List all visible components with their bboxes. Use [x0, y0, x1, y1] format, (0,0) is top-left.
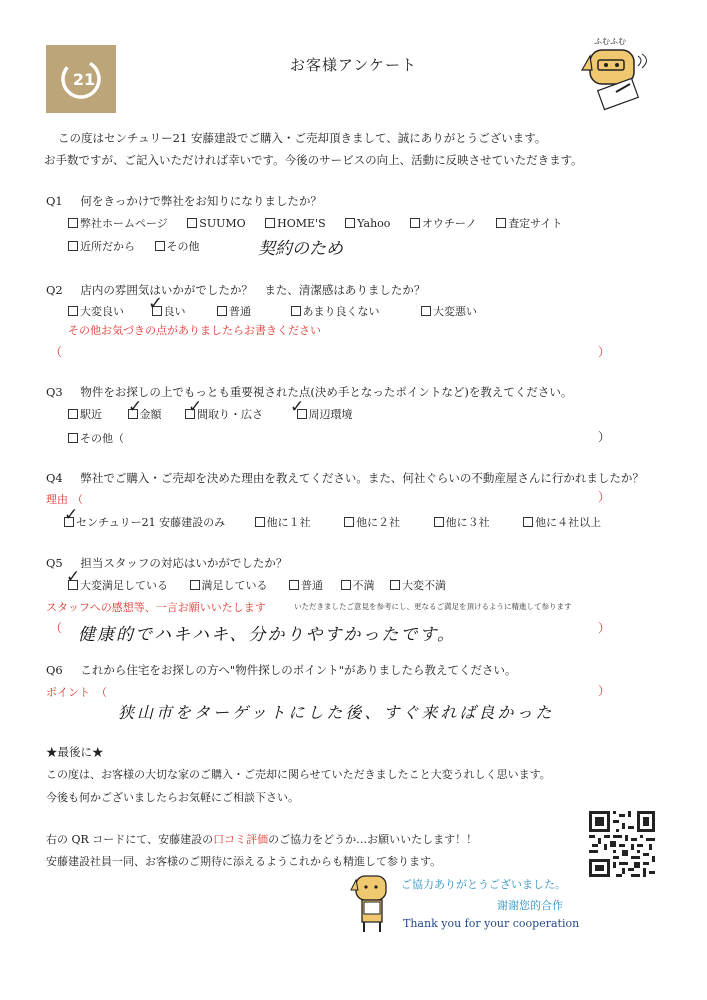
q1-option[interactable]: [68, 215, 168, 231]
checkbox[interactable]: [68, 433, 78, 443]
q5-option[interactable]: [390, 577, 446, 593]
thanks-japanese: ご協力ありがとうございました。: [401, 878, 566, 891]
q3-option[interactable]: [68, 406, 102, 422]
q3-other: [68, 430, 124, 446]
q5-option[interactable]: [341, 577, 375, 593]
checkbox[interactable]: [68, 241, 78, 251]
q1-options-row-2: [68, 238, 216, 254]
intro-line-1: この度はセンチュリー21 安藤建設でご購入・ご売却頂きまして、誠にありがとうございます。: [58, 131, 547, 145]
q2-option[interactable]: [421, 303, 477, 319]
q5-prompt: スタッフへの感想等、一言お願いいたします: [46, 601, 266, 614]
option-label: 良い: [163, 305, 186, 318]
review-link[interactable]: 口コミ評価: [213, 833, 269, 846]
q5-option[interactable]: [289, 577, 323, 593]
mascot-caption: ふむふむ: [594, 37, 626, 46]
intro-line-2: お手数ですが、ご記入いただければ幸いです。今後のサービスの向上、活動に反映させていただきます。: [44, 153, 583, 167]
q1-option[interactable]: [496, 215, 562, 231]
q4-paren-open: （: [72, 493, 83, 506]
q5-paren-open: （: [50, 621, 63, 635]
q4-reason-field[interactable]: [90, 490, 590, 506]
q4-label: Q4: [46, 471, 63, 485]
q1-text: 何をきっかけで弊社をお知りになりましたか？: [80, 194, 322, 208]
q2-paren-close: ）: [598, 345, 611, 359]
q2-option[interactable]: [291, 303, 380, 319]
q5-options: [68, 577, 462, 593]
option-label: 満足している: [201, 579, 268, 592]
checkbox[interactable]: [390, 580, 400, 590]
q2-label: Q2: [46, 283, 63, 297]
checkbox[interactable]: [265, 218, 275, 228]
option-label: 弊社ホームページ: [80, 217, 168, 230]
page-title: お客様アンケート: [289, 56, 418, 74]
checkbox[interactable]: [496, 218, 506, 228]
closing-line-3-post: のご協力をどうか…お願いいたします！！: [268, 833, 478, 846]
checkbox[interactable]: [187, 218, 197, 228]
q1-option[interactable]: [155, 238, 200, 254]
q6-handwritten-answer: 狭山市をターゲットにした後、すぐ来れば良かった: [118, 703, 555, 722]
checkbox[interactable]: [190, 580, 200, 590]
q1-label: Q1: [46, 194, 63, 208]
q6-paren-close: ）: [598, 684, 611, 698]
option-label: あまり良くない: [302, 305, 380, 318]
checkbox[interactable]: [421, 306, 431, 316]
thanks-chinese: 谢谢您的合作: [497, 899, 563, 912]
option-label: 金額: [139, 408, 162, 421]
option-label: 普通: [301, 579, 323, 592]
q5-option[interactable]: [190, 577, 268, 593]
option-label: Yahoo: [357, 217, 391, 230]
option-label: HOME'S: [277, 217, 326, 230]
option-label: 普通: [229, 305, 251, 318]
logo-text: 21: [72, 70, 96, 89]
checkmark-icon: ✓: [290, 397, 305, 417]
checkmark-icon: ✓: [148, 293, 164, 314]
option-label: その他: [166, 240, 200, 253]
q4-text: 弊社でご購入・ご売却を決めた理由を教えてください。また、何社ぐらいの不動産屋さんに行かれましたか？: [80, 471, 644, 485]
q5-paren-close: ）: [598, 621, 611, 635]
checkbox[interactable]: [155, 241, 165, 251]
q4-option[interactable]: [255, 514, 311, 530]
q6-text: これから住宅をお探しの方へ"物件探しのポイント"がありましたら教えてください。: [80, 663, 517, 677]
qr-code[interactable]: [586, 808, 658, 880]
q3-text: 物件をお探しの上でもっとも重要視された点(決め手となったポイントなど)を教えてください。: [80, 385, 573, 399]
q4-question: [46, 470, 644, 486]
checkbox[interactable]: [68, 218, 78, 228]
closing-line-4: 安藤建設社員一同、お客様のご期待に添えるようこれからも精進して参ります。: [46, 855, 442, 868]
q2-option[interactable]: [68, 303, 124, 319]
option-label: SUUMO: [199, 217, 246, 230]
option-label: 近所だから: [80, 240, 135, 253]
checkbox[interactable]: [345, 218, 355, 228]
option-label: 他に４社以上: [535, 516, 602, 529]
closing-line-3: [46, 831, 477, 847]
checkbox[interactable]: [291, 306, 301, 316]
closing-line-2: 今後も何かございましたらお気軽にご相談下さい。: [46, 791, 299, 804]
q1-option[interactable]: [410, 215, 477, 231]
closing-line-3-pre: 右の QR コードにて、安藤建設の: [46, 833, 214, 846]
q2-question: [46, 282, 425, 298]
q3-question: [46, 384, 572, 400]
q5-option[interactable]: [68, 577, 168, 593]
q1-option[interactable]: [68, 238, 135, 254]
checkmark-icon: ✓: [188, 397, 203, 417]
closing-heading: ★最後に★: [46, 745, 104, 759]
option-label: 大変良い: [80, 305, 124, 318]
q6-paren-open: （: [96, 686, 107, 699]
q5-question: [46, 555, 287, 571]
q1-option[interactable]: [265, 217, 325, 230]
mascot-small-illustration: [350, 872, 394, 938]
checkbox[interactable]: [523, 517, 533, 527]
q4-option[interactable]: [523, 514, 601, 530]
q2-options: [68, 303, 493, 319]
option-label: オウチーノ: [421, 217, 477, 230]
option-label: 他に２社: [356, 516, 401, 529]
q1-handwritten-answer: 契約のため: [258, 239, 343, 259]
q6-prompt: ポイント: [46, 686, 90, 699]
checkbox[interactable]: [344, 517, 354, 527]
q3-options: [68, 406, 369, 422]
checkbox[interactable]: [410, 218, 420, 228]
q4-option[interactable]: [434, 514, 490, 530]
option-label: 他に１社: [266, 516, 311, 529]
option-label: 駅近: [80, 408, 102, 421]
q4-paren-close: ）: [598, 490, 611, 504]
q5-handwritten-answer: 健康的でハキハキ、分かりやすかったです。: [78, 625, 456, 645]
checkbox[interactable]: [289, 580, 299, 590]
q5-label: Q5: [46, 556, 63, 570]
checkmark-icon: ✓: [66, 567, 81, 587]
option-label: センチュリー21 安藤建設のみ: [76, 516, 226, 529]
q3-paren-close: ）: [598, 430, 611, 444]
q3-option[interactable]: [297, 406, 353, 422]
option-label: 大変不満: [402, 579, 446, 592]
option-label: 大変悪い: [433, 305, 477, 318]
q1-question: [46, 193, 322, 209]
q2-text: 店内の雰囲気はいかがでしたか？ また、清潔感はありましたか？: [80, 283, 426, 297]
q4-option[interactable]: [64, 514, 225, 530]
q3-other-label: その他（: [80, 432, 124, 445]
thanks-english: Thank you for your cooperation: [403, 917, 580, 930]
checkbox[interactable]: [68, 409, 78, 419]
mascot-illustration: [576, 34, 666, 118]
q6-prompt-row: [46, 684, 107, 700]
checkbox[interactable]: [217, 306, 227, 316]
q6-question: [46, 662, 516, 678]
checkmark-icon: ✓: [128, 397, 143, 417]
checkbox[interactable]: [68, 306, 78, 316]
q1-option[interactable]: [187, 217, 245, 230]
option-label: 不満: [352, 579, 375, 592]
q1-option[interactable]: [345, 217, 390, 230]
option-label: 間取り・広さ: [197, 408, 263, 421]
q4-option[interactable]: [344, 514, 400, 530]
q2-option[interactable]: [217, 303, 251, 319]
q4-options: [64, 514, 617, 530]
option-label: 査定サイト: [508, 217, 563, 230]
q2-comment-field[interactable]: [64, 344, 594, 360]
q5-text: 担当スタッフの対応はいかがでしたか？: [80, 556, 288, 570]
q6-label: Q6: [46, 663, 63, 677]
checkbox[interactable]: [341, 580, 351, 590]
q5-note: いただきましたご意見を参考にし、更なるご満足を頂けるように精進して参ります: [294, 602, 572, 611]
option-label: 他に３社: [445, 516, 490, 529]
q4-reason-label: 理由: [46, 493, 68, 506]
checkbox[interactable]: [434, 517, 444, 527]
q2-paren-open: （: [50, 345, 63, 359]
checkbox[interactable]: [255, 517, 265, 527]
option-label: 大変満足している: [80, 579, 168, 592]
q2-prompt: その他お気づきの点がありましたらお書きください: [68, 324, 321, 337]
q3-label: Q3: [46, 385, 63, 399]
closing-line-1: この度は、お客様の大切な家のご購入・ご売却に関らせていただきましたこと大変うれしく思います。: [46, 768, 551, 781]
q1-options-row-1: [68, 215, 578, 231]
checkmark-icon: ✓: [64, 505, 79, 525]
option-label: 周辺環境: [308, 408, 353, 421]
